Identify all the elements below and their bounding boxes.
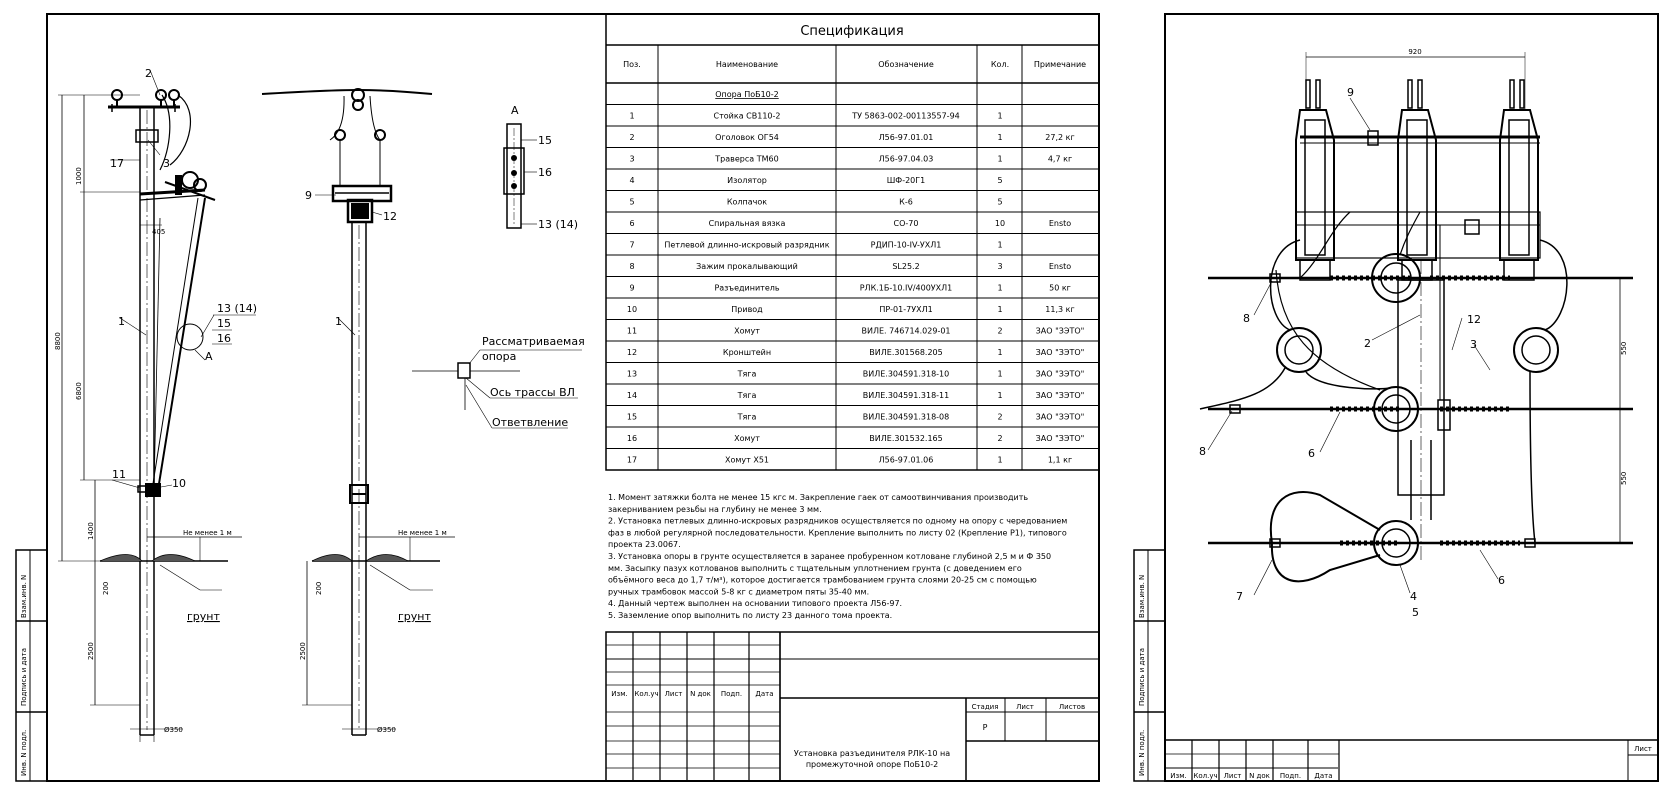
note-line: 2. Установка петлевых длинно-искровых разрядников осуществляется по одному на опору с чередованием [608, 516, 1068, 526]
spec-cell-note: ЗАО "ЗЭТО" [1035, 391, 1085, 400]
route-legend [412, 335, 585, 429]
side-stamp-2 [1134, 550, 1165, 781]
side-label-2: Подпись и дата [20, 648, 28, 706]
pole-label-11: 11 [112, 468, 126, 481]
spec-cell-name: Колпачок [726, 197, 768, 207]
stamp-col-label: Лист [664, 690, 683, 698]
spec-cell-qty: 1 [997, 369, 1003, 379]
note-line: проекта 23.0067. [608, 540, 681, 550]
dim-6800: 6800 [75, 382, 83, 400]
plan-dim-920: 920 [1408, 48, 1422, 56]
spec-cell-qty: 1 [997, 240, 1003, 250]
note-line: 5. Заземление опор выполнить по листу 23 данного тома проекта. [608, 611, 893, 620]
pole-label-1: 1 [118, 315, 125, 328]
spec-cell-name: Кронштейн [722, 348, 772, 357]
dim-d350: Ø350 [164, 726, 183, 734]
stamp-title-1: Установка разъединителя РЛК-10 на [793, 749, 951, 758]
note-line: закерниванием резьбы на глубину не менее 3 мм. [608, 504, 822, 514]
spec-head-code: Обозначение [878, 60, 934, 69]
spec-cell-name: Спиральная вязка [708, 219, 786, 228]
note-line: объёмного веса до 1,7 т/м³), которое достигается трамбованием грунта слоями 20-25 см с помощью [608, 575, 1037, 585]
stamp-col-label: Изм. [611, 690, 628, 698]
spec-cell-qty: 2 [997, 326, 1003, 336]
spec-cell-note: ЗАО "ЗЭТО" [1035, 434, 1085, 443]
stamp-col-label: Изм. [1170, 772, 1187, 780]
front-dim-2500: 2500 [299, 642, 307, 660]
spec-cell-name: Хомут [734, 326, 760, 336]
note-line: 3. Установка опоры в грунте осуществляется в заранее пробуренном котловане глубиной 2,5 м и Ф 350 [608, 552, 1052, 561]
detail-a-title: А [511, 104, 519, 117]
front-label-1: 1 [335, 315, 342, 328]
note-line: ручных трамбовок массой 5-8 кг с диаметром пяты 35-40 мм. [608, 587, 870, 597]
spec-cell-qty: 1 [997, 154, 1003, 164]
spec-cell-pos: 4 [629, 176, 635, 185]
spec-cell-name: Тяга [737, 391, 757, 400]
pole-label-3: 3 [163, 157, 170, 170]
note-line: 1. Момент затяжки болта не менее 15 кгс м. Закрепление гаек от самоотвинчивания производить [608, 493, 1029, 502]
spec-cell-pos: 1 [629, 111, 635, 121]
note-line: мм. Засыпку пазух котлованов выполнить с тщательным уплотнением грунта (с доведением его [608, 563, 1022, 573]
stamp-sheet-label: Лист [1016, 703, 1034, 711]
spec-cell-code: К-6 [899, 197, 913, 207]
side2-label-2: Подпись и дата [1138, 648, 1146, 706]
dim-405: 405 [152, 228, 166, 236]
spec-cell-code: ВИЛЕ.304591.318-11 [862, 391, 950, 400]
spec-cell-qty: 5 [997, 197, 1003, 207]
front-dim-d350: Ø350 [377, 726, 396, 734]
plan-label-6a: 6 [1308, 447, 1315, 460]
spec-cell-note: 50 кг [1049, 283, 1071, 293]
spec-cell-code: ВИЛЕ.304591.318-10 [862, 369, 950, 379]
spec-cell-name: Зажим прокалывающий [696, 262, 798, 271]
stamp-col-label: N док [690, 690, 711, 698]
front-label-9: 9 [305, 189, 312, 202]
spec-cell-code: ПР-01-7УХЛ1 [879, 305, 933, 314]
spec-cell-pos: 3 [629, 154, 635, 164]
spec-cell-qty: 1 [997, 348, 1003, 357]
spec-cell-note: 1,1 кг [1047, 455, 1073, 465]
stamp-col-label: N док [1249, 772, 1270, 780]
stamp-col-label: Дата [1314, 772, 1333, 780]
spec-cell-qty: 1 [997, 455, 1003, 465]
spec-cell-qty: 10 [994, 219, 1006, 228]
spec-cell-name: Тяга [737, 412, 757, 422]
plan-label-2: 2 [1364, 337, 1371, 350]
plan-label-12: 12 [1467, 313, 1481, 326]
side-label-3: Инв. N подл. [20, 729, 28, 776]
spec-cell-code: ТУ 5863-002-00113557-94 [852, 111, 960, 121]
spec-head-qty: Кол. [990, 60, 1010, 69]
spec-cell-name: Опора ПоБ10-2 [715, 90, 779, 99]
plan-label-4: 4 [1410, 590, 1417, 603]
front-dim-min-1m: Не менее 1 м [398, 529, 447, 537]
spec-cell-pos: 17 [626, 455, 638, 465]
spec-rows [627, 90, 1084, 465]
stamp-sheets-label: Листов [1058, 703, 1086, 711]
title-block [606, 632, 1099, 781]
side2-label-1: Взам.инв. N [1138, 574, 1146, 618]
spec-cell-pos: 10 [626, 305, 638, 314]
spec-cell-code: СО-70 [893, 219, 919, 228]
spec-cell-pos: 6 [629, 219, 635, 228]
pole-label-15: 15 [217, 317, 231, 330]
spec-cell-pos: 16 [626, 434, 638, 443]
pole-side-view [54, 67, 257, 742]
ground-label-1: грунт [187, 610, 220, 623]
plan-view [1199, 48, 1633, 619]
spec-cell-name: Стойка СВ110-2 [713, 111, 781, 121]
legend-considered-1: Рассматриваемая [482, 335, 585, 348]
plan-label-8b: 8 [1199, 445, 1206, 458]
dim-min-1m: Не менее 1 м [183, 529, 232, 537]
stamp-col-label: Подп. [1279, 772, 1302, 780]
spec-cell-qty: 2 [997, 434, 1003, 443]
spec-cell-qty: 5 [997, 176, 1003, 185]
detail-a [504, 104, 578, 231]
front-label-12: 12 [383, 210, 397, 223]
spec-cell-name: Траверса ТМ60 [715, 154, 779, 164]
spec-cell-code: ВИЛЕ.301532.165 [869, 434, 943, 443]
pole-label-16: 16 [217, 332, 231, 345]
plan-dim-550-2: 550 [1620, 471, 1628, 485]
spec-cell-code: SL25.2 [892, 262, 920, 271]
dim-1000: 1000 [75, 167, 83, 185]
stamp-col-label: Дата [755, 690, 774, 698]
stamp-col-label: Кол.уч [1193, 772, 1218, 780]
spec-cell-qty: 1 [997, 305, 1003, 314]
plan-label-6b: 6 [1498, 574, 1505, 587]
spec-cell-note: ЗАО "ЗЭТО" [1035, 412, 1085, 422]
dim-2500: 2500 [87, 642, 95, 660]
front-dim-200: 200 [315, 581, 323, 595]
stamp-col-label: Лист [1223, 772, 1242, 780]
spec-cell-note: 11,3 кг [1045, 305, 1075, 314]
spec-cell-qty: 1 [997, 111, 1003, 121]
legend-branch: Ответвление [492, 416, 569, 429]
spec-cell-name: Изолятор [727, 176, 767, 185]
dim-200: 200 [102, 581, 110, 595]
spec-cell-note: ЗАО "ЗЭТО" [1035, 369, 1085, 379]
spec-cell-qty: 3 [997, 262, 1003, 271]
legend-axis: Ось трассы ВЛ [490, 386, 575, 399]
spec-cell-pos: 12 [626, 348, 638, 357]
plan-label-7: 7 [1236, 590, 1243, 603]
spec-cell-code: ШФ-20Г1 [886, 176, 926, 185]
pole-label-17: 17 [110, 157, 124, 170]
spec-table [606, 14, 1099, 470]
side2-label-3: Инв. N подл. [1138, 729, 1146, 776]
spec-cell-pos: 8 [629, 262, 635, 271]
side-label-1: Взам.инв. N [20, 574, 28, 618]
spec-cell-pos: 11 [626, 326, 638, 336]
stamp-stage-label: Стадия [971, 703, 999, 711]
pole-label-10: 10 [172, 477, 186, 490]
notes-block [608, 493, 1067, 620]
spec-cell-code: ВИЛЕ.301568.205 [869, 348, 943, 357]
pole-front-view [262, 89, 455, 735]
stamp-stage-value: Р [982, 723, 988, 732]
dim-1400: 1400 [87, 522, 95, 540]
spec-cell-pos: 9 [629, 283, 635, 293]
spec-cell-pos: 7 [629, 240, 635, 250]
plan-label-8a: 8 [1243, 312, 1250, 325]
spec-head-note: Примечание [1033, 60, 1087, 69]
title-block-2 [1165, 740, 1658, 781]
stamp-col-label: Подп. [720, 690, 743, 698]
spec-cell-code: Л56-97.04.03 [878, 154, 934, 164]
spec-cell-code: Л56-97.01.01 [878, 133, 934, 142]
spec-cell-code: РДИП-10-IV-УХЛ1 [870, 240, 942, 250]
spec-cell-name: Петлевой длинно-искровый разрядник [664, 240, 830, 250]
spec-title: Спецификация [800, 24, 904, 39]
spec-cell-code: РЛК.1Б-10.IV/400УХЛ1 [859, 283, 953, 293]
spec-cell-pos: 13 [626, 369, 638, 379]
spec-cell-qty: 1 [997, 391, 1003, 400]
spec-cell-note: 4,7 кг [1047, 154, 1073, 164]
spec-cell-qty: 1 [997, 133, 1003, 142]
spec-cell-note: Ensto [1048, 219, 1072, 228]
spec-cell-name: Разъединитель [714, 283, 780, 293]
legend-considered-2: опора [482, 350, 517, 363]
sheet2-frame [1165, 14, 1658, 781]
side-stamp-1 [16, 550, 47, 781]
plan-label-3: 3 [1470, 338, 1477, 351]
ground-label-2: грунт [398, 610, 431, 623]
dim-8800: 8800 [54, 332, 62, 350]
spec-cell-pos: 14 [626, 391, 638, 400]
spec-head-pos: Поз. [623, 60, 641, 69]
spec-cell-name: Привод [731, 305, 763, 314]
spec-head-name: Наименование [715, 60, 779, 69]
spec-cell-pos: 2 [629, 133, 635, 142]
spec-cell-code: ВИЛЕ. 746714.029-01 [861, 326, 951, 336]
spec-cell-note: ЗАО "ЗЭТО" [1035, 348, 1085, 357]
plan-label-5: 5 [1412, 606, 1419, 619]
note-line: 4. Данный чертеж выполнен на основании типового проекта Л56-97. [608, 599, 903, 609]
pole-label-2: 2 [145, 67, 152, 80]
spec-cell-qty: 1 [997, 283, 1003, 293]
plan-dim-550-1: 550 [1620, 341, 1628, 355]
stamp-title-2: промежуточной опоре ПоБ10-2 [805, 760, 939, 769]
plan-label-9: 9 [1347, 86, 1354, 99]
spec-cell-name: Тяга [737, 369, 757, 379]
pole-label-13-14: 13 (14) [217, 302, 258, 315]
spec-cell-qty: 2 [997, 412, 1003, 422]
spec-cell-name: Хомут [734, 434, 760, 443]
spec-cell-code: ВИЛЕ.304591.318-08 [862, 412, 950, 422]
spec-cell-pos: 15 [626, 412, 638, 422]
spec-cell-note: 27,2 кг [1045, 133, 1075, 142]
stamp-col-label: Кол.уч [634, 690, 659, 698]
spec-cell-code: Л56-97.01.06 [878, 455, 934, 465]
spec-cell-name: Оголовок ОГ54 [715, 133, 779, 142]
stamp2-sheet-label: Лист [1634, 745, 1652, 753]
spec-cell-name: Хомут Х51 [724, 455, 770, 465]
spec-cell-note: ЗАО "ЗЭТО" [1035, 326, 1085, 336]
detail-label-16: 16 [538, 166, 552, 179]
pole-label-a: А [205, 350, 213, 363]
spec-cell-pos: 5 [629, 197, 635, 207]
detail-label-13-14: 13 (14) [538, 218, 579, 231]
spec-cell-note: Ensto [1048, 262, 1072, 271]
note-line: фаз в любой регулярной последовательности. Крепление выполнить по листу 02 (Крепление Р1), типового [608, 528, 1067, 538]
detail-label-15: 15 [538, 134, 552, 147]
